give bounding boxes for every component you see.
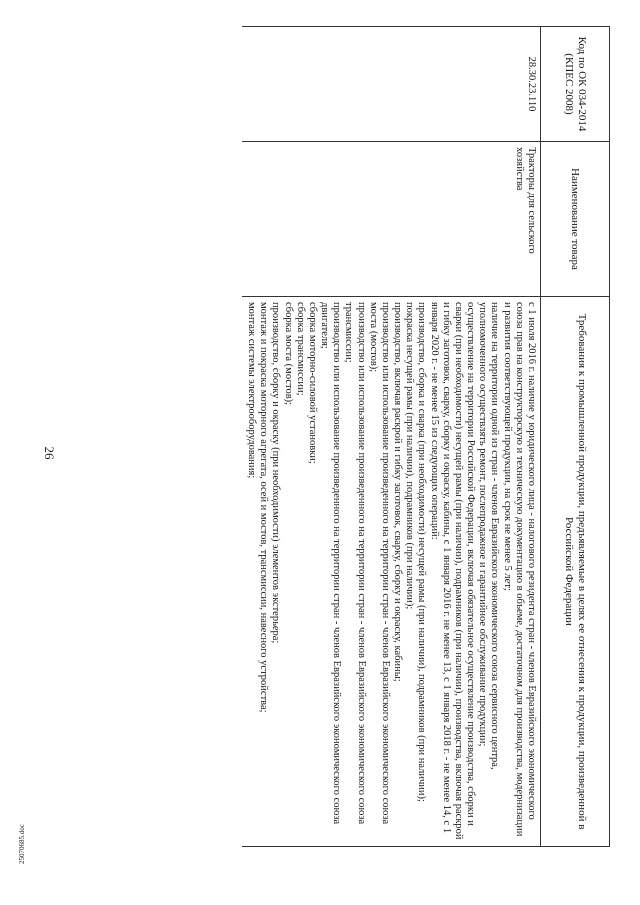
cell-code: 28.30.23.110 [242,27,541,142]
rotated-page [50,26,610,846]
header-product-name: Наименование товара [541,142,610,297]
table-row [242,27,541,847]
header-code: Код по ОК 034-2014 (КПЕС 2008) [541,27,610,142]
requirement-item: наличие на территории одной из стран - членов Евразийского экономического союза сервисного центра, уполномоченного осуществлять ремонт, послепродажное и гарантийное обслуживание продукции; [477,302,501,770]
page-number: 26 [42,446,57,460]
requirement-item: покраска несущей рамы (при наличии), подрамников (при наличии); [404,302,416,610]
requirements-table [242,26,610,847]
cell-requirements [242,297,541,847]
header-requirements: Требования к промышленной продукции, предъявляемые в целях ее отнесения к продукции, произведенной в Российской Федерации [541,297,610,847]
requirement-item: производство, сборка и сварка (при необходимости) несущей рамы (при наличии), подрамников (при наличии); [416,302,428,802]
table-header-row [541,27,610,847]
requirement-item: производство или использование произведенного на территории стран - членов Евразийского экономического союза трансмиссии; [343,302,367,825]
cell-product-name: Тракторы для сельского хозяйства [242,142,541,297]
requirement-item: производство, включая раскрой и гибку заготовок, сварку, сборку и окраску, кабины; [392,302,404,682]
requirement-item: с 1 июля 2016 г. наличие у юридического лица - налогового резидента стран - членов Евразийского экономического союза прав на конструкторскую и техническую документацию в объеме, достаточном для производства, модернизации и развития соответствующей продукции, на срок не менее 5 лет; [501,302,537,837]
requirement-item: сборка моторно-силовой установки; [306,302,318,464]
requirement-item: осуществление на территории Российской Федерации, включая обязательное осуществление производства, сборки и сварки (при необходимости) несущей рамы (при наличии), подрамников (при наличии), производства, включая раскрой и гибку заготовок, сварку, сборку и окраску, кабины, с 1 января 2016 г. не менее 13, с 1 января 2018 г. - не менее 14, с 1 января 2020 г. - не менее 15 из следующих операций: [428,302,477,840]
requirement-item: сборка моста (мостов); [282,302,294,406]
requirement-item: монтаж и покраска моторного агрегата, осей и мостов, трансмиссии, навесного устройства; [258,302,270,713]
requirement-item: сборка трансмиссии; [294,302,306,396]
requirement-item: производство или использование произведенного на территории стран - членов Евразийского экономического союза двигателя; [319,302,343,825]
requirement-item: производство, сборку и окраску (при необходимости) элементов экстерьера; [270,302,282,644]
requirement-item: монтаж системы электрооборудования; [246,302,258,479]
requirement-item: производство или использование произведенного на территории стран - членов Евразийского экономического союза моста (мостов); [367,302,391,825]
file-id: 25070685.doc [18,824,26,864]
